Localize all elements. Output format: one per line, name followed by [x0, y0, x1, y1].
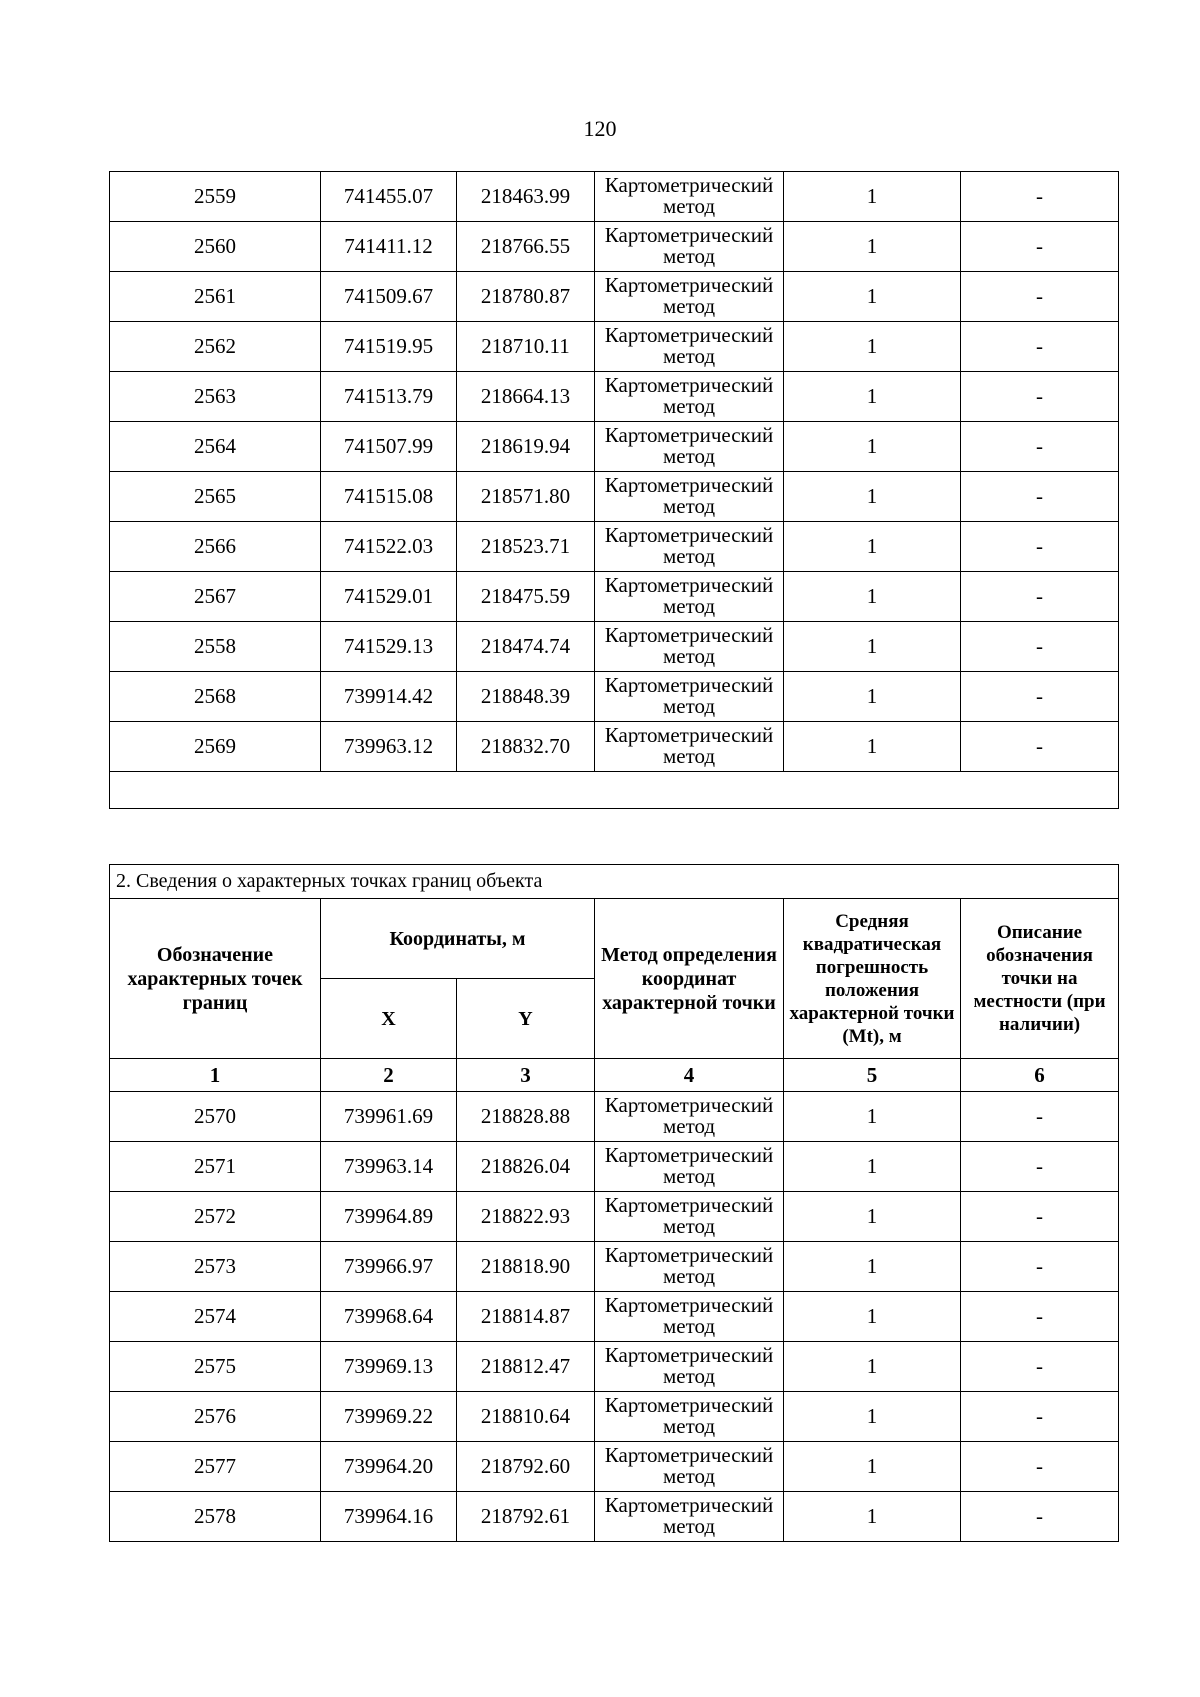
mt-cell: 1	[784, 522, 961, 572]
table-row	[110, 572, 1119, 622]
table-row	[110, 322, 1119, 372]
method-text: Картометрический метод	[604, 172, 774, 218]
method-text: Картометрический метод	[604, 372, 774, 418]
method-cell	[595, 1092, 784, 1142]
method-text: Картометрический метод	[604, 1392, 774, 1438]
point-cell: 2571	[110, 1142, 321, 1192]
mt-cell: 1	[784, 422, 961, 472]
method-text: Картометрический метод	[604, 1442, 774, 1488]
description-cell: -	[961, 222, 1119, 272]
table-row	[110, 672, 1119, 722]
mt-cell: 1	[784, 272, 961, 322]
description-cell: -	[961, 1192, 1119, 1242]
method-cell	[595, 372, 784, 422]
method-cell	[595, 1442, 784, 1492]
column-number: 4	[595, 1059, 784, 1092]
point-cell: 2568	[110, 672, 321, 722]
table-2-body	[110, 1092, 1119, 1542]
method-cell	[595, 1192, 784, 1242]
table-row	[110, 1292, 1119, 1342]
point-cell: 2562	[110, 322, 321, 372]
method-cell	[595, 472, 784, 522]
y-coordinate-cell: 218475.59	[457, 572, 595, 622]
method-cell	[595, 622, 784, 672]
y-coordinate-cell: 218812.47	[457, 1342, 595, 1392]
method-text: Картометрический метод	[604, 722, 774, 768]
x-coordinate-cell: 739963.14	[321, 1142, 457, 1192]
x-coordinate-cell: 741507.99	[321, 422, 457, 472]
point-cell: 2569	[110, 722, 321, 772]
method-text: Картометрический метод	[604, 622, 774, 668]
table-2-title: 2. Сведения о характерных точках границ объекта	[110, 865, 1119, 899]
method-text: Картометрический метод	[604, 522, 774, 568]
x-coordinate-cell: 739963.12	[321, 722, 457, 772]
point-cell: 2563	[110, 372, 321, 422]
method-text: Картометрический метод	[604, 322, 774, 368]
table-row	[110, 172, 1119, 222]
method-cell	[595, 422, 784, 472]
description-cell: -	[961, 1142, 1119, 1192]
method-text: Картометрический метод	[604, 1192, 774, 1238]
y-coordinate-cell: 218766.55	[457, 222, 595, 272]
point-cell: 2559	[110, 172, 321, 222]
mt-cell: 1	[784, 1492, 961, 1542]
x-coordinate-cell: 741515.08	[321, 472, 457, 522]
point-cell: 2566	[110, 522, 321, 572]
method-cell	[595, 272, 784, 322]
coordinates-table-continued	[109, 171, 1119, 809]
point-cell: 2578	[110, 1492, 321, 1542]
method-cell	[595, 1242, 784, 1292]
point-cell: 2575	[110, 1342, 321, 1392]
table-row	[110, 522, 1119, 572]
point-cell: 2561	[110, 272, 321, 322]
method-cell	[595, 322, 784, 372]
x-coordinate-cell: 739964.16	[321, 1492, 457, 1542]
y-coordinate-cell: 218710.11	[457, 322, 595, 372]
mt-cell: 1	[784, 372, 961, 422]
empty-cell	[110, 772, 1119, 809]
header-point-designation: Обозначение характерных точек границ	[110, 899, 321, 1059]
mt-cell: 1	[784, 722, 961, 772]
x-coordinate-cell: 741522.03	[321, 522, 457, 572]
method-text: Картометрический метод	[604, 1292, 774, 1338]
point-cell: 2560	[110, 222, 321, 272]
table-row	[110, 422, 1119, 472]
mt-cell: 1	[784, 1192, 961, 1242]
point-cell: 2573	[110, 1242, 321, 1292]
column-number: 1	[110, 1059, 321, 1092]
method-cell	[595, 1392, 784, 1442]
mt-cell: 1	[784, 172, 961, 222]
description-cell: -	[961, 1442, 1119, 1492]
method-cell	[595, 672, 784, 722]
x-coordinate-cell: 739969.22	[321, 1392, 457, 1442]
method-cell	[595, 1342, 784, 1392]
method-text: Картометрический метод	[604, 1092, 774, 1138]
column-number: 2	[321, 1059, 457, 1092]
y-coordinate-cell: 218463.99	[457, 172, 595, 222]
x-coordinate-cell: 741529.13	[321, 622, 457, 672]
table-row	[110, 1442, 1119, 1492]
table-2-header	[110, 865, 1119, 1092]
method-cell	[595, 522, 784, 572]
method-cell	[595, 572, 784, 622]
table-row	[110, 222, 1119, 272]
description-cell: -	[961, 1242, 1119, 1292]
y-coordinate-cell: 218619.94	[457, 422, 595, 472]
description-cell: -	[961, 622, 1119, 672]
y-coordinate-cell: 218780.87	[457, 272, 595, 322]
point-cell: 2576	[110, 1392, 321, 1442]
page-number: 120	[583, 116, 617, 141]
method-text: Картометрический метод	[604, 1142, 774, 1188]
table-row	[110, 1242, 1119, 1292]
description-cell: -	[961, 722, 1119, 772]
point-cell: 2570	[110, 1092, 321, 1142]
y-coordinate-cell: 218828.88	[457, 1092, 595, 1142]
point-cell: 2567	[110, 572, 321, 622]
header-method: Метод определения координат характерной точки	[595, 899, 784, 1059]
mt-cell: 1	[784, 1142, 961, 1192]
table-row	[110, 722, 1119, 772]
x-coordinate-cell: 739966.97	[321, 1242, 457, 1292]
y-coordinate-cell: 218818.90	[457, 1242, 595, 1292]
table-row	[110, 622, 1119, 672]
y-coordinate-cell: 218848.39	[457, 672, 595, 722]
y-coordinate-cell: 218664.13	[457, 372, 595, 422]
method-text: Картометрический метод	[604, 272, 774, 318]
description-cell: -	[961, 1392, 1119, 1442]
description-cell: -	[961, 522, 1119, 572]
y-coordinate-cell: 218822.93	[457, 1192, 595, 1242]
column-number: 6	[961, 1059, 1119, 1092]
y-coordinate-cell: 218814.87	[457, 1292, 595, 1342]
point-cell: 2564	[110, 422, 321, 472]
header-x: X	[321, 979, 457, 1059]
y-coordinate-cell: 218826.04	[457, 1142, 595, 1192]
x-coordinate-cell: 741509.67	[321, 272, 457, 322]
mt-cell: 1	[784, 1292, 961, 1342]
x-coordinate-cell: 741519.95	[321, 322, 457, 372]
description-cell: -	[961, 322, 1119, 372]
mt-cell: 1	[784, 222, 961, 272]
y-coordinate-cell: 218474.74	[457, 622, 595, 672]
y-coordinate-cell: 218571.80	[457, 472, 595, 522]
y-coordinate-cell: 218810.64	[457, 1392, 595, 1442]
table-row	[110, 272, 1119, 322]
mt-cell: 1	[784, 572, 961, 622]
empty-row	[110, 772, 1119, 809]
mt-cell: 1	[784, 322, 961, 372]
table-1-body	[110, 172, 1119, 809]
method-cell	[595, 172, 784, 222]
x-coordinate-cell: 741529.01	[321, 572, 457, 622]
mt-cell: 1	[784, 1342, 961, 1392]
point-cell: 2577	[110, 1442, 321, 1492]
mt-cell: 1	[784, 622, 961, 672]
column-number: 5	[784, 1059, 961, 1092]
mt-cell: 1	[784, 472, 961, 522]
x-coordinate-cell: 741513.79	[321, 372, 457, 422]
table-row	[110, 1392, 1119, 1442]
x-coordinate-cell: 739969.13	[321, 1342, 457, 1392]
description-cell: -	[961, 572, 1119, 622]
header-coordinates: Координаты, м	[321, 899, 595, 979]
boundary-points-table	[109, 864, 1119, 1542]
column-number: 3	[457, 1059, 595, 1092]
table-row	[110, 372, 1119, 422]
y-coordinate-cell: 218523.71	[457, 522, 595, 572]
table-row	[110, 1192, 1119, 1242]
point-cell: 2558	[110, 622, 321, 672]
table-row	[110, 1342, 1119, 1392]
method-text: Картометрический метод	[604, 672, 774, 718]
x-coordinate-cell: 741411.12	[321, 222, 457, 272]
header-y: Y	[457, 979, 595, 1059]
description-cell: -	[961, 1292, 1119, 1342]
mt-cell: 1	[784, 1242, 961, 1292]
header-mt: Средняя квадратическая погрешность положения характерной точки (Mt), м	[784, 899, 961, 1059]
point-cell: 2574	[110, 1292, 321, 1342]
description-cell: -	[961, 172, 1119, 222]
description-cell: -	[961, 1092, 1119, 1142]
description-cell: -	[961, 422, 1119, 472]
x-coordinate-cell: 739964.20	[321, 1442, 457, 1492]
x-coordinate-cell: 739961.69	[321, 1092, 457, 1142]
description-cell: -	[961, 272, 1119, 322]
table-row	[110, 1092, 1119, 1142]
table-row	[110, 1142, 1119, 1192]
y-coordinate-cell: 218792.60	[457, 1442, 595, 1492]
method-cell	[595, 1492, 784, 1542]
table-row	[110, 472, 1119, 522]
x-coordinate-cell: 739968.64	[321, 1292, 457, 1342]
mt-cell: 1	[784, 1392, 961, 1442]
method-text: Картометрический метод	[604, 1342, 774, 1388]
method-text: Картометрический метод	[604, 422, 774, 468]
description-cell: -	[961, 372, 1119, 422]
y-coordinate-cell: 218832.70	[457, 722, 595, 772]
x-coordinate-cell: 739914.42	[321, 672, 457, 722]
method-text: Картометрический метод	[604, 222, 774, 268]
description-cell: -	[961, 472, 1119, 522]
method-cell	[595, 1142, 784, 1192]
mt-cell: 1	[784, 1092, 961, 1142]
x-coordinate-cell: 739964.89	[321, 1192, 457, 1242]
header-description: Описание обозначения точки на местности (при наличии)	[961, 899, 1119, 1059]
y-coordinate-cell: 218792.61	[457, 1492, 595, 1542]
method-text: Картометрический метод	[604, 1242, 774, 1288]
method-text: Картометрический метод	[604, 572, 774, 618]
point-cell: 2565	[110, 472, 321, 522]
mt-cell: 1	[784, 672, 961, 722]
description-cell: -	[961, 1492, 1119, 1542]
mt-cell: 1	[784, 1442, 961, 1492]
x-coordinate-cell: 741455.07	[321, 172, 457, 222]
method-text: Картометрический метод	[604, 472, 774, 518]
description-cell: -	[961, 1342, 1119, 1392]
description-cell: -	[961, 672, 1119, 722]
method-cell	[595, 1292, 784, 1342]
method-cell	[595, 222, 784, 272]
table-row	[110, 1492, 1119, 1542]
point-cell: 2572	[110, 1192, 321, 1242]
method-cell	[595, 722, 784, 772]
method-text: Картометрический метод	[604, 1492, 774, 1538]
